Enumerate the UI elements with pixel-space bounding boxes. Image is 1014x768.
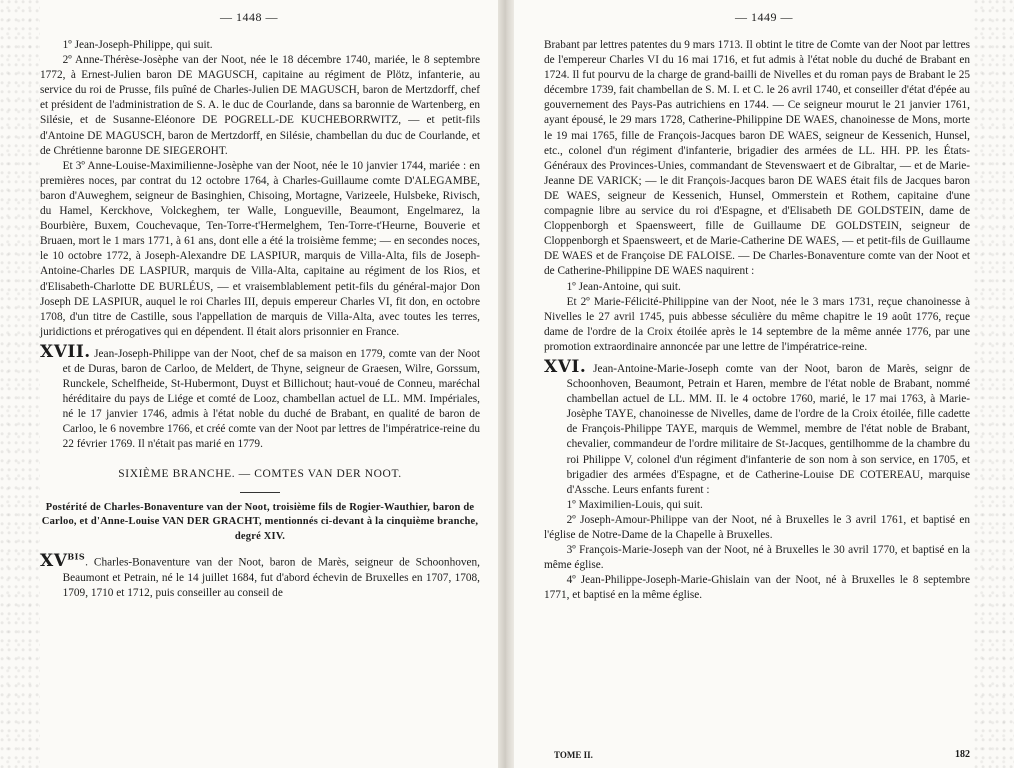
branch-title: SIXIÈME BRANCHE. — COMTES VAN DER NOOT.: [118, 467, 402, 480]
degree-entry-xv-bis: [40, 549, 480, 601]
degree-entry-xvii: [40, 341, 480, 453]
paragraph: 2º Anne-Thérèse-Josèphe van der Noot, née le 18 décembre 1740, mariée, le 8 septembre 1772, à Ernest-Julien baron DE MAGUSCH, capitaine au régiment de Plötz, infanterie, au service du roi de Prusse, fils puîné de Charles-Julien DE MAGUSCH, baron de Mertzdorff, chef et président de l'administration de S. A. le duc de Courlande, dans sa baronnie de Wartenberg, en Silésie, et de Susanne-Eléonore DE POGRELL-DE KUCHEBORRWITZ, — et petit-fils d'Antoine DE MAGUSCH, baron de Mertzdorff, en Silésie, chambellan du duc de Courlande, et de Chrétienne baronne DE SIEGEROHT.: [40, 54, 480, 157]
paragraph: Et 2º Marie-Félicité-Philippine van der Noot, née le 3 mars 1731, reçue chanoinesse à Nivelles le 27 avril 1745, puis abbesse séculière du même chapitre le 19 août 1776, reçue dame de l'ordre de la Croix étoilée après le 14 septembre de la même année 1776, par une promotion extraordinaire annoncée par une lettre de l'impératrice-reine.: [544, 295, 970, 353]
branch-subtitle: Postérité de Charles-Bonaventure van der Noot, troisième fils de Rogier-Wauthier, baron de Carloo, et d'Anne-Louise VAN DER GRACHT, mentionnés ci-devant à la cinquième branche, degré XIV.: [41, 501, 479, 542]
book-gutter: [498, 0, 514, 768]
page-body: [544, 38, 970, 754]
divider-rule: [240, 492, 280, 493]
page-body: [40, 38, 480, 754]
degree-text: . Charles-Bonaventure van der Noot, baron de Marès, seigneur de Schoonhoven, Beaumont et Petrain, né le 14 juillet 1684, fut d'abord échevin de Bruxelles en 1707, 1708, 1709, 1710 et 1712, puis conseiller au conseil de: [62, 557, 480, 600]
degree-text: Jean-Joseph-Philippe van der Noot, chef de sa maison en 1779, comte van der Noot et de Duras, baron de Carloo, de Meldert, de Thyne, seigneur de Graesen, Wilre, Gorssum, Runckele, Schelfheide, St-Hubermont, Duyst et Billichout; haut-voué de Conneu, maréchal héréditaire du pays de Liége et comté de Looz, chambellan actuel de LL. MM. Impériales, né le 17 janvier 1746, admis à l'état noble du duché de Brabant, en qualité de baron de Carloo, le 6 novembre 1766, et créé comte van der Noot par lettres de l'impératrice-reine du 22 février 1769. Il n'était pas marié en 1779.: [62, 347, 480, 451]
child-entry: 2º Joseph-Amour-Philippe van der Noot, né à Bruxelles le 3 avril 1761, et baptisé en l'église de Notre-Dame de la Chapelle à Bruxelles.: [544, 513, 970, 541]
degree-numeral-text: XV: [40, 551, 68, 572]
scan-edge-texture: [0, 0, 40, 768]
child-entry: 3º François-Marie-Joseph van der Noot, né à Bruxelles le 30 avril 1770, et baptisé en la même église.: [544, 544, 970, 572]
scan-edge-texture: [974, 0, 1014, 768]
degree-numeral: XVI.: [544, 356, 587, 377]
volume-signature: TOME II.: [554, 750, 593, 760]
page-number: — 1449 —: [735, 10, 793, 24]
right-page: [514, 0, 1014, 768]
degree-suffix: BIS: [67, 551, 86, 562]
gathering-signature: 182: [955, 749, 970, 760]
degree-numeral: XVII.: [40, 341, 91, 362]
left-page: [0, 0, 498, 768]
paragraph: 1º Jean-Joseph-Philippe, qui suit.: [62, 39, 213, 51]
degree-text: Jean-Antoine-Marie-Joseph comte van der Noot, baron de Marès, seignr de Schoonhoven, Beaumont, Petrain et Haren, membre de l'état noble de Brabant, nommé chambellan actuel de LL. MM. II. le 4 octobre 1760, marié, le 17 mai 1763, à Marie-Josèphe TAYE, chanoinesse de Nivelles, dame de l'ordre de la Croix étoilée, fille cadette de François-Philippe TAYE, marquis de Wemmel, membre de l'état noble de Brabant, chevalier, commandeur de l'ordre militaire de St-Jacques, gentilhomme de la chambre du roi Philippe V, colonel d'un régiment d'infanterie de son nom à son service, en 1705, et brigadier des armées d'Espagne, et de Catherine-Louise DE COTEREAU, marquise d'Assche. Leurs enfants furent :: [566, 362, 970, 496]
page-number: — 1448 —: [220, 10, 278, 24]
paragraph: 1º Jean-Antoine, qui suit.: [566, 280, 681, 293]
paragraph: Brabant par lettres patentes du 9 mars 1713. Il obtint le titre de Comte van der Noot par lettres de l'empereur Charles VI du 16 mai 1716, et fut admis à l'état noble du duché de Brabant en 1724. Il fut pourvu de la charge de grand-bailli de Nivelles et du roman pays de Brabant le 25 décembre 1739, fait chambellan de S. M. I. et C. le 26 avril 1740, et conseiller d'état d'épée au gouvernement des Pays-Pas autrichiens en 1744. — Ce seigneur mourut le 21 janvier 1761, ayant épousé, le 29 mars 1728, Catherine-Philippine DE WAES, chanoinesse de Mons, morte le 19 mai 1765, fille de François-Jacques baron DE WAES, seigneur de Kessenich, Hunsel, etc., colonel d'un régiment d'infanterie, brigadier des armées de LL. HH. PP. les États-Généraux des Provinces-Unies, commandant de Stevenswaert et de Gibraltar, — et de Marie-Jeanne DE VARICK; — le dit François-Jacques baron DE WAES était fils de Jacques baron DE WAES, seigneur de Kessenich, Hunsel, Ommerstein et Rothem, capitaine d'une compagnie libre au service du roi d'Espagne, et d'Elisabeth DE GOLDSTEIN, dame de Cloppenborgh et Spaensweert, fille de Guillaume DE GOLDSTEIN, seigneur de Cloppenborgh et Spaensweert, et de Marie-Catherine DE WAES, — et petit-fils de Guillaume DE WAES et de Françoise DE FALOISE. — De Charles-Bonaventure comte van der Noot et de Catherine-Philippine DE WAES naquirent :: [544, 39, 970, 278]
child-entry: 4º Jean-Philippe-Joseph-Marie-Ghislain van der Noot, né à Bruxelles le 8 septembre 1771, et baptisé en la même église.: [544, 574, 970, 602]
paragraph: Et 3º Anne-Louise-Maximilienne-Josèphe van der Noot, née le 10 janvier 1744, mariée : en premières noces, par contrat du 12 octobre 1764, à Charles-Guillaume comte D'ALEGAMBE, baron d'Auweghem, seigneur de Basinghien, Chisoing, Mortagne, Varizeele, Hulsbeke, Rivisch, du Hamel, Kerckhove, Volckeghem, ter Walle, Longueville, Beaumont, Engelmarez, la Bourbière, Buxem, Couchevaque, Ten-Torre-t'Hermelghem, Ten-Torre-t'Heurne, Bouverie et Bruaen, mort le 1 mars 1771, à 61 ans, dont elle a été la troisième femme; — en secondes noces, le 10 octobre 1772, à Joseph-Alexandre DE LASPIUR, marquis de Villa-Alta, fils de Joseph-Antoine-Charles DE LASPIUR, marquis de Villa-Alta, capitaine au régiment de los Rios, et d'Elisabeth-Charlotte DE BURLÉUS, — et vraisemblablement petit-fils du général-major Don Joseph DE LASPIUR, auquel le roi Charles III, depuis empereur Charles VI, fit don, en octobre 1708, d'un titre de Castille, sous l'appellation de marquis de Villa-Alta, avec toutes les terres, juridictions et prérogatives qui en dépendent. Il était alors prisonnier en France.: [40, 159, 480, 338]
degree-numeral: [40, 551, 85, 571]
child-entry: 1º Maximilien-Louis, qui suit.: [566, 498, 703, 511]
degree-entry-xvi: [544, 356, 970, 498]
